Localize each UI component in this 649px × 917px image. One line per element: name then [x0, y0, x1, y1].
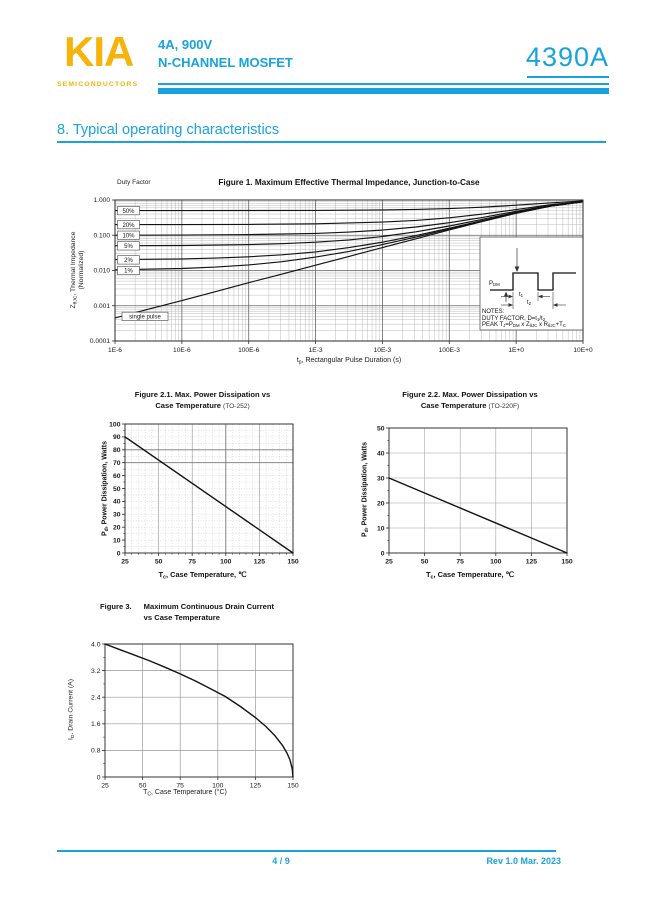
fig1-curve-labels [118, 206, 169, 320]
svg-text:150: 150 [287, 558, 299, 566]
section-underline [57, 141, 606, 143]
fig22-chart [355, 415, 585, 575]
fig22-ticks [377, 425, 573, 565]
svg-text:80: 80 [112, 447, 121, 455]
fig21-ticks [109, 421, 299, 565]
svg-text:0.100: 0.100 [93, 232, 110, 240]
svg-text:100E-6: 100E-6 [238, 347, 260, 354]
svg-text:100: 100 [220, 558, 232, 566]
fig21-title-main: Case Temperature [155, 401, 222, 410]
svg-text:50: 50 [154, 558, 163, 566]
svg-text:0.0001: 0.0001 [89, 338, 110, 346]
svg-text:10: 10 [112, 537, 121, 545]
svg-text:100: 100 [212, 782, 224, 790]
svg-text:20: 20 [112, 524, 121, 532]
fig3-ticks [91, 641, 299, 789]
svg-text:150: 150 [287, 782, 299, 790]
fig3-x-axis-title: $T_C$, Case Temperature (°C) [143, 789, 227, 798]
fig22-title-line2 [355, 400, 585, 412]
fig21-title [95, 389, 310, 412]
fig1-y-axis-title-line2: (Normalized) [78, 250, 85, 290]
part-number-underline [527, 76, 609, 78]
fig1-duty-factor-label: Duty Factor [117, 179, 151, 186]
fig22-title [355, 389, 585, 412]
svg-text:75: 75 [456, 558, 464, 566]
svg-text:125: 125 [249, 782, 262, 790]
fig22-title-main: Case Temperature [420, 401, 487, 410]
svg-text:50: 50 [112, 485, 121, 493]
fig3-title-line1: Maximum Continuous Drain Current [143, 602, 275, 611]
svg-text:4.0: 4.0 [91, 641, 101, 649]
svg-text:single pulse: single pulse [129, 314, 161, 321]
duty-factor-curve [115, 201, 583, 211]
fig21-chart [95, 415, 310, 575]
svg-text:100E-3: 100E-3 [438, 347, 460, 354]
kia-logo: KIA [64, 28, 134, 75]
svg-text:125: 125 [253, 558, 266, 566]
svg-text:0: 0 [96, 774, 101, 782]
fig1-y-axis-title [70, 190, 86, 350]
fig1-notes-line2: DUTY FACTOR, $D=t_1/t_2$ [482, 315, 546, 322]
fig22-title-line1: Figure 2.2. Max. Power Dissipation vs [402, 390, 538, 399]
logo-subtitle: SEMICONDUCTORS [57, 81, 139, 88]
fig3-chart [60, 635, 310, 798]
fig22-x-axis-title: $T_c$, Case Temperature, ℃ [426, 570, 514, 581]
fig1-y-axis-title-line1: $Z_{\theta JC}$, Thermal Impedance [70, 231, 79, 309]
svg-text:10E+0: 10E+0 [573, 347, 593, 354]
svg-text:50: 50 [420, 558, 429, 566]
svg-text:10E-6: 10E-6 [173, 347, 191, 354]
svg-text:1E-6: 1E-6 [108, 347, 122, 354]
fig3-curve [105, 644, 293, 777]
svg-text:70: 70 [112, 460, 121, 467]
section-title: 8. Typical operating characteristics [57, 122, 280, 138]
fig3-title [100, 601, 274, 623]
svg-text:0: 0 [116, 550, 121, 558]
fig3-title-label: Figure 3. [100, 602, 132, 611]
fig1-x-axis-title: $t_p$, Rectangular Pulse Duration (s) [296, 357, 402, 366]
svg-text:25: 25 [101, 782, 109, 790]
svg-text:60: 60 [112, 472, 121, 480]
svg-text:1.6: 1.6 [91, 721, 101, 729]
fig21-y-axis-title: $P_d$, Power Dissipation, Watts [101, 441, 110, 537]
svg-text:90: 90 [112, 434, 121, 442]
fig1-notes-line3: PEAK $T_J=P_{DM}$ x $Z_{\theta JC}$ x $R_{\theta JC}+T_C$ [482, 322, 566, 329]
svg-text:10E-3: 10E-3 [373, 347, 392, 354]
svg-text:50%: 50% [122, 208, 135, 215]
svg-text:0.8: 0.8 [91, 747, 101, 755]
svg-text:150: 150 [561, 558, 573, 566]
svg-text:30: 30 [376, 475, 385, 483]
product-rating: 4A, 900V [158, 37, 213, 52]
header-rule-thin [158, 83, 609, 85]
svg-text:0.010: 0.010 [93, 267, 110, 275]
fig1-notes-line1: NOTES: [482, 309, 505, 315]
fig1-chart [60, 190, 610, 375]
svg-text:25: 25 [121, 558, 129, 566]
svg-text:75: 75 [176, 782, 184, 790]
svg-text:125: 125 [525, 558, 538, 566]
fig1-inset-t1-label: $t_1$ [519, 292, 524, 299]
svg-text:40: 40 [112, 498, 121, 506]
fig22-package-label: (TO-220F) [488, 403, 520, 410]
fig22-y-axis-title: $P_d$, Power Dissipation, Watts [361, 442, 370, 538]
svg-text:40: 40 [376, 450, 385, 458]
fig3-title-text [144, 601, 274, 623]
svg-text:100: 100 [109, 421, 121, 429]
svg-text:1.000: 1.000 [93, 197, 110, 205]
footer-revision: Rev 1.0 Mar. 2023 [486, 856, 561, 866]
svg-text:5%: 5% [124, 244, 133, 251]
fig21-x-axis-title: $T_c$, Case Temperature, ℃ [158, 570, 247, 581]
svg-text:50: 50 [138, 782, 147, 790]
header-rule-thick [158, 88, 609, 94]
fig1-inset-t2-label: $t_2$ [527, 300, 532, 307]
svg-text:1%: 1% [124, 268, 133, 275]
svg-text:50: 50 [376, 425, 385, 433]
svg-text:10%: 10% [122, 233, 135, 240]
fig21-title-line1: Figure 2.1. Max. Power Dissipation vs [134, 390, 271, 399]
fig21-grid [125, 424, 293, 553]
svg-text:20: 20 [376, 500, 385, 508]
svg-text:10: 10 [376, 525, 385, 533]
svg-text:2%: 2% [124, 258, 133, 265]
svg-text:0.001: 0.001 [93, 302, 110, 310]
product-type: N-CHANNEL MOSFET [158, 55, 293, 70]
svg-text:75: 75 [188, 558, 196, 566]
footer-rule [57, 850, 556, 852]
svg-text:20%: 20% [122, 222, 135, 229]
fig3-title-line2: vs Case Temperature [143, 613, 220, 622]
fig3-y-axis-title: $I_D$, Drain Current (A) [67, 679, 76, 740]
footer-page-number: 4 / 9 [272, 856, 290, 866]
fig1-inset-pdm-label: $P_{DM}$ [489, 281, 500, 288]
fig1-inset-notes [482, 309, 582, 329]
part-number: 4390A [525, 42, 609, 72]
svg-text:25: 25 [385, 558, 393, 566]
svg-text:3.2: 3.2 [91, 667, 101, 675]
fig22-grid [389, 428, 567, 553]
fig22-curve [389, 478, 567, 553]
svg-text:100: 100 [490, 558, 502, 566]
svg-text:1E-3: 1E-3 [308, 347, 323, 354]
svg-text:30: 30 [112, 511, 121, 519]
svg-text:0: 0 [380, 550, 385, 558]
fig3-grid [105, 644, 293, 777]
svg-text:2.4: 2.4 [91, 694, 101, 702]
svg-text:1E+0: 1E+0 [508, 347, 524, 354]
fig21-package-label: (TO-252) [223, 403, 250, 410]
fig21-title-line2 [95, 400, 310, 412]
fig1-title: Figure 1. Maximum Effective Thermal Impedance, Junction-to-Case [218, 178, 480, 187]
